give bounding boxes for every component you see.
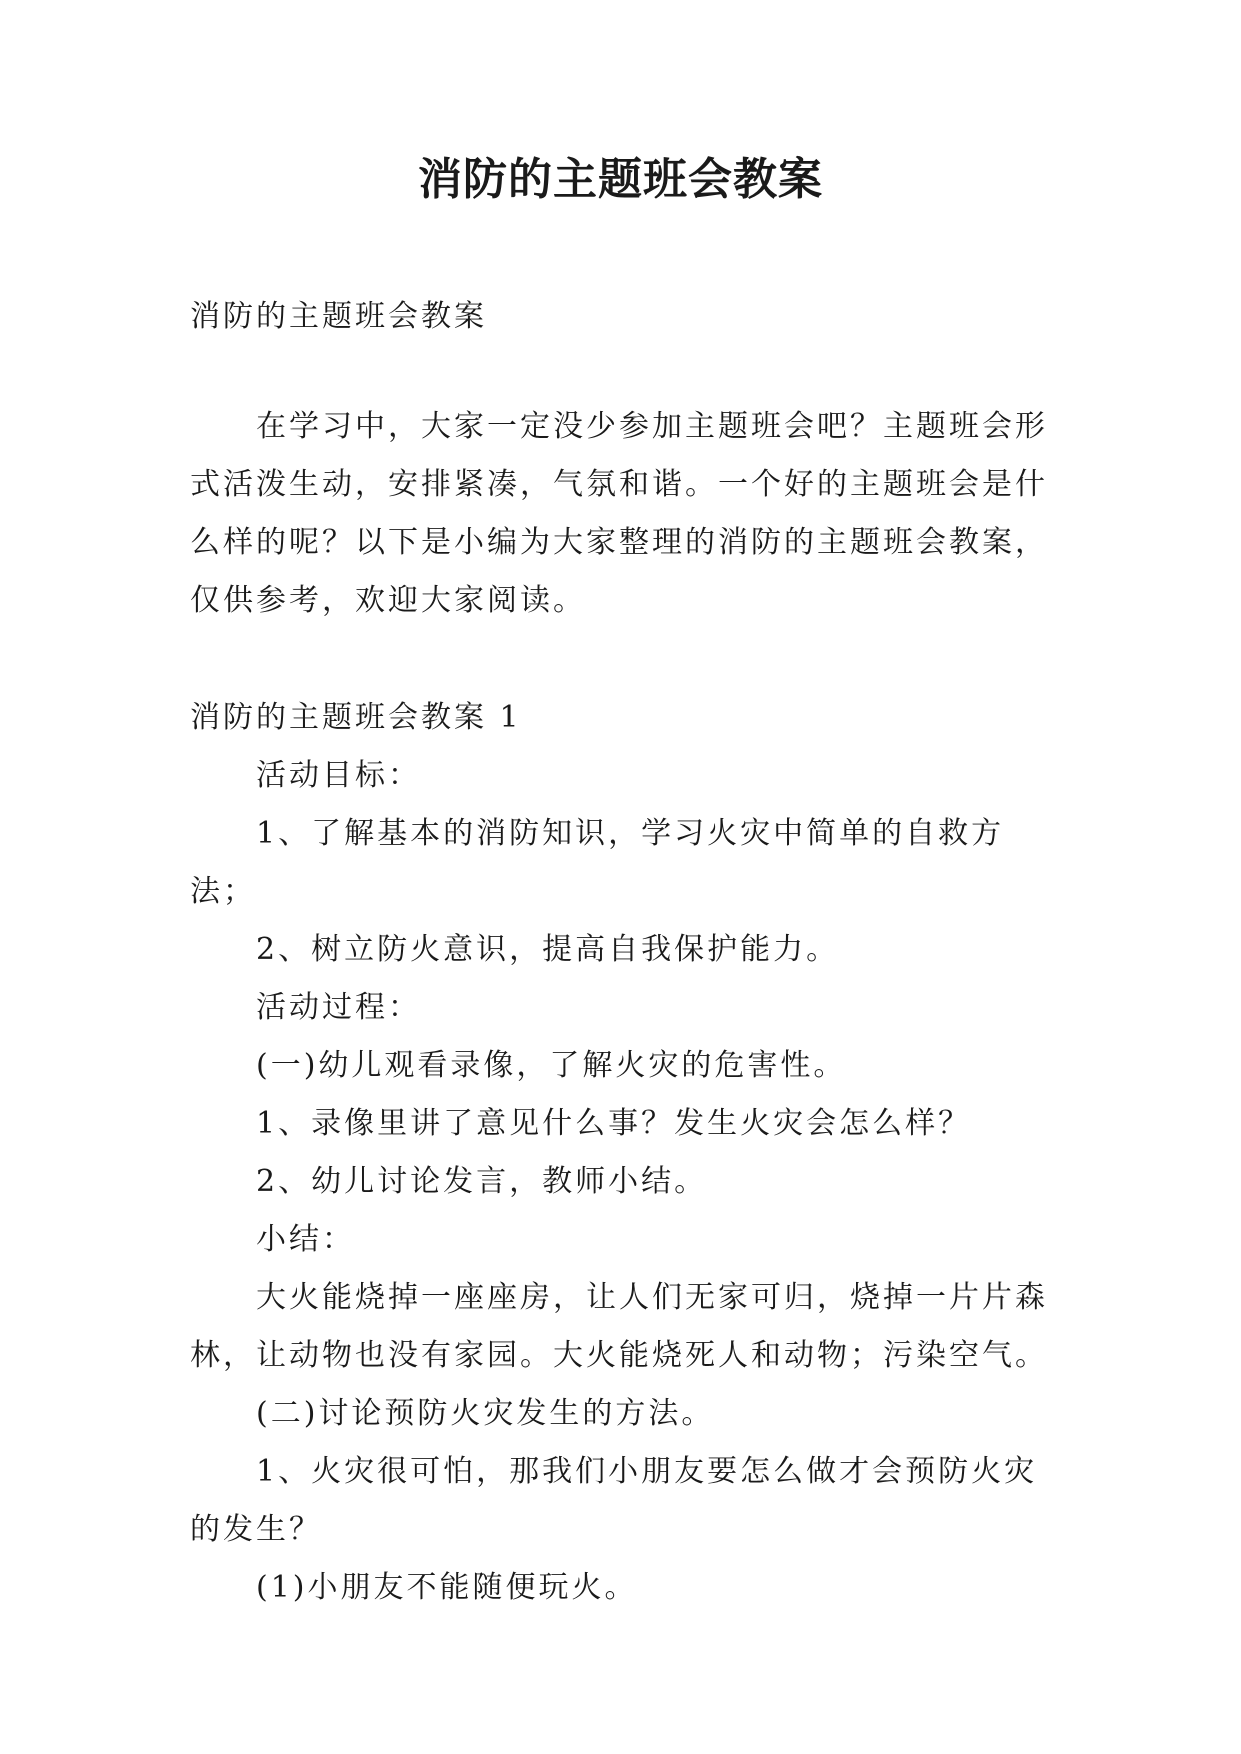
- document-title: 消防的主题班会教案: [418, 154, 823, 205]
- paragraph: 活动目标：: [256, 758, 421, 793]
- paragraph: 2、树立防火意识，提高自我保护能力。: [256, 932, 840, 967]
- document-subtitle: 消防的主题班会教案: [190, 299, 487, 334]
- section-heading: 消防的主题班会教案 1: [190, 700, 522, 735]
- paragraph: 2、幼儿讨论发言，教师小结。: [256, 1164, 708, 1199]
- paragraph: 1、录像里讲了意见什么事？发生火灾会怎么样？: [256, 1106, 972, 1141]
- paragraph: (二)讨论预防火灾发生的方法。: [256, 1396, 715, 1431]
- paragraph: 小结：: [256, 1222, 355, 1257]
- paragraph: (一)幼儿观看录像，了解火灾的危害性。: [256, 1048, 847, 1083]
- paragraph: 1、火灾很可怕，那我们小朋友要怎么做才会预防火灾的发生？: [190, 1454, 1038, 1547]
- paragraph: 活动过程：: [256, 990, 421, 1025]
- intro-paragraph: 在学习中，大家一定没少参加主题班会吧？主题班会形式活泼生动，安排紧凑，气氛和谐。一个好的主题班会是什么样的呢？以下是小编为大家整理的消防的主题班会教案，仅供参考，欢迎大家阅读。: [190, 409, 1048, 618]
- lesson-section: [190, 689, 1070, 1617]
- paragraph: 大火能烧掉一座座房，让人们无家可归，烧掉一片片森林，让动物也没有家园。大火能烧死人和动物；污染空气。: [190, 1280, 1048, 1373]
- paragraph: (1)小朋友不能随便玩火。: [256, 1570, 638, 1605]
- paragraph: 1、了解基本的消防知识，学习火灾中简单的自救方法；: [190, 816, 1005, 909]
